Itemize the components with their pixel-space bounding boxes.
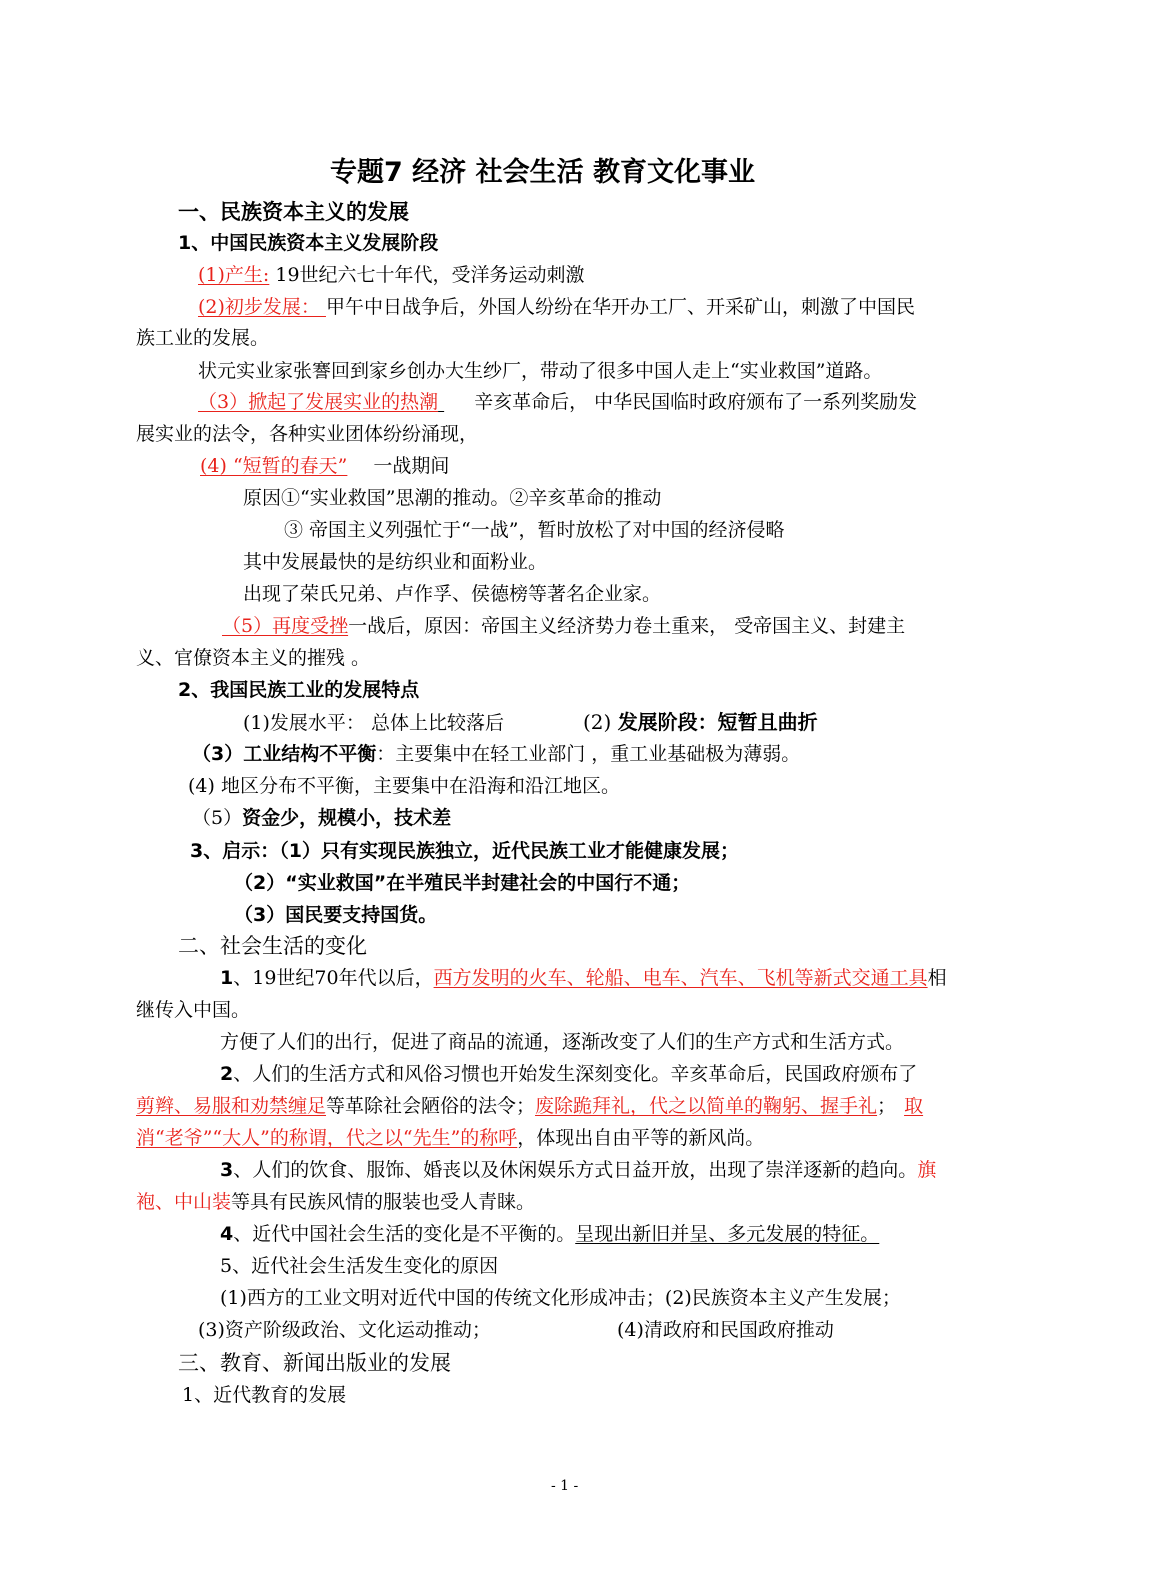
life-para-1-line3: 方便了人们的出行，促进了商品的流通，逐渐改变了人们的生产方式和生活方式。 [220, 1031, 905, 1053]
feature-2 [583, 709, 818, 735]
feature-5-text: 资金少，规模小，技术差 [242, 807, 452, 829]
life-para-1-line2: 继传入中国。 [136, 999, 251, 1021]
page-number: - 1 - [551, 1478, 579, 1494]
stage-4 [200, 453, 449, 479]
page-title: 专题7 经济 社会生活 教育文化事业 [330, 157, 755, 188]
life-para-2-num: 2 [220, 1063, 234, 1085]
life-para-4 [220, 1221, 879, 1247]
stage-1-text: 19世纪六七十年代，受洋务运动刺激 [269, 264, 585, 286]
stage-3-cont: 展实业的法令，各种实业团体纷纷涌现， [136, 423, 479, 445]
section-heading-1: 一、民族资本主义的发展 [178, 200, 409, 224]
life-para-3-b: 等具有民族风情的服装也受人青睐。 [231, 1191, 536, 1213]
life-para-2-red2: 废除跪拜礼，代之以简单的鞠躬、握手礼 [535, 1095, 878, 1117]
stage-5 [222, 613, 905, 639]
life-para-2-red1: 剪辫、易服和劝禁缠足 [136, 1095, 327, 1117]
life-para-3 [220, 1157, 936, 1183]
feature-5 [192, 805, 451, 831]
life-para-1-a: 、19世纪70年代以后， [233, 967, 434, 989]
feature-3-label: （3）工业结构不平衡 [192, 743, 377, 765]
stage-2-note: 状元实业家张謇回到家乡创办大生纱厂，带动了很多中国人走上“实业救国”道路。 [198, 360, 883, 382]
life-para-2-d: ，体现出自由平等的新风尚。 [517, 1127, 765, 1149]
stage-4-reason-2: ③ 帝国主义列强忙于“一战”，暂时放松了对中国的经济侵略 [284, 519, 785, 541]
insight-2: （2）“实业救国”在半殖民半封建社会的中国行不通； [234, 872, 691, 894]
life-para-2-a: 、人们的生活方式和风俗习惯也开始发生深刻变化。辛亥革命后，民国政府颁布了 [233, 1063, 918, 1085]
stage-5-label: （5）再度受挫 [222, 615, 349, 637]
stage-3 [198, 389, 917, 415]
life-para-5-reason-3: (4)清政府和民国政府推动 [617, 1319, 834, 1341]
section-heading-2: 二、社会生活的变化 [178, 934, 367, 958]
stage-4-reason-3: 其中发展最快的是纺织业和面粉业。 [243, 551, 548, 573]
life-para-3-red2: 袍、中山装 [136, 1191, 232, 1213]
stage-2 [198, 294, 915, 320]
feature-5-num: （5） [192, 807, 243, 829]
life-para-1-b: 相 [927, 967, 947, 989]
feature-2-text: 发展阶段：短暂且曲折 [617, 710, 818, 734]
subheading-1-1 [178, 230, 438, 256]
life-para-1-num: 1 [220, 967, 234, 989]
subheading-1-1-text: 1、中国民族资本主义发展阶段 [178, 232, 439, 254]
stage-1-label: (1)产生: [198, 264, 270, 286]
life-para-2-red3b: 消“老爷”“大人”的称谓，代之以“先生”的称呼 [136, 1127, 518, 1149]
subheading-1-2-text: 2、我国民族工业的发展特点 [178, 679, 420, 701]
life-para-4-a: 、近代中国社会生活的变化是不平衡的。 [233, 1223, 576, 1245]
stage-2-cont: 族工业的发展。 [136, 327, 270, 349]
stage-4-label: (4) “短暂的春天” [200, 455, 348, 477]
feature-4: (4) 地区分布不平衡，主要集中在沿海和沿江地区。 [188, 775, 620, 797]
stage-4-text: 一战期间 [373, 455, 450, 477]
subheading-1-3 [190, 838, 739, 864]
life-para-5-reason-1: (1)西方的工业文明对近代中国的传统文化形成冲击；(2)民族资本主义产生发展； [220, 1287, 901, 1309]
subheading-3-1: 1、近代教育的发展 [182, 1384, 347, 1406]
life-para-3-line2 [136, 1189, 535, 1215]
stage-3-underline-gap [438, 389, 460, 415]
stage-3-text: 辛亥革命后， 中华民国临时政府颁布了一系列奖励发 [474, 391, 918, 413]
stage-3-label: （3）掀起了发展实业的热潮 [198, 391, 439, 413]
stage-5-text: 一战后，原因：帝国主义经济势力卷土重来， 受帝国主义、封建主 [348, 615, 906, 637]
life-para-4-num: 4 [220, 1223, 234, 1245]
life-para-5: 5、近代社会生活发生变化的原因 [220, 1255, 499, 1277]
stage-4-reason-1: 原因①“实业救国”思潮的推动。②辛亥革命的推动 [243, 487, 662, 509]
life-para-2-c: ； [877, 1095, 897, 1117]
life-para-3-num: 3 [220, 1159, 234, 1181]
stage-2-label: (2)初步发展： [198, 296, 326, 318]
insight-1: （1）只有实现民族独立，近代民族工业才能健康发展； [279, 840, 739, 862]
life-para-3-red1: 旗 [917, 1159, 937, 1181]
life-para-2-red3a: 取 [904, 1095, 924, 1117]
subheading-1-2 [178, 677, 419, 703]
life-para-1-red: 西方发明的火车、轮船、电车、汽车、飞机等新式交通工具 [433, 967, 928, 989]
stage-2-text: 甲午中日战争后，外国人纷纷在华开办工厂、开采矿山，刺激了中国民 [325, 296, 915, 318]
insight-3: （3）国民要支持国货。 [234, 904, 438, 926]
life-para-2 [220, 1061, 917, 1087]
life-para-2-b: 等革除社会陋俗的法令； [326, 1095, 536, 1117]
stage-1 [198, 262, 585, 288]
section-heading-3: 三、教育、新闻出版业的发展 [178, 1351, 451, 1375]
life-para-2-line3 [136, 1125, 764, 1151]
feature-3-text: ：主要集中在轻工业部门 ，重工业基础极为薄弱。 [376, 743, 801, 765]
life-para-1 [220, 965, 947, 991]
life-para-2-line2 [136, 1093, 923, 1119]
stage-5-cont: 义、官僚资本主义的摧残 。 [136, 647, 371, 669]
feature-1: (1)发展水平： 总体上比较落后 [243, 712, 504, 734]
life-para-4-underline: 呈现出新旧并呈、多元发展的特征。 [575, 1223, 880, 1245]
stage-4-reason-4: 出现了荣氏兄弟、卢作孚、侯德榜等著名企业家。 [243, 583, 662, 605]
subheading-1-3-label: 3、启示： [190, 840, 280, 862]
feature-3 [192, 741, 800, 767]
feature-2-num: (2) [583, 710, 618, 734]
life-para-5-reason-2: (3)资产阶级政治、文化运动推动； [198, 1319, 491, 1341]
life-para-3-a: 、人们的饮食、服饰、婚丧以及休闲娱乐方式日益开放，出现了崇洋逐新的趋向。 [233, 1159, 918, 1181]
